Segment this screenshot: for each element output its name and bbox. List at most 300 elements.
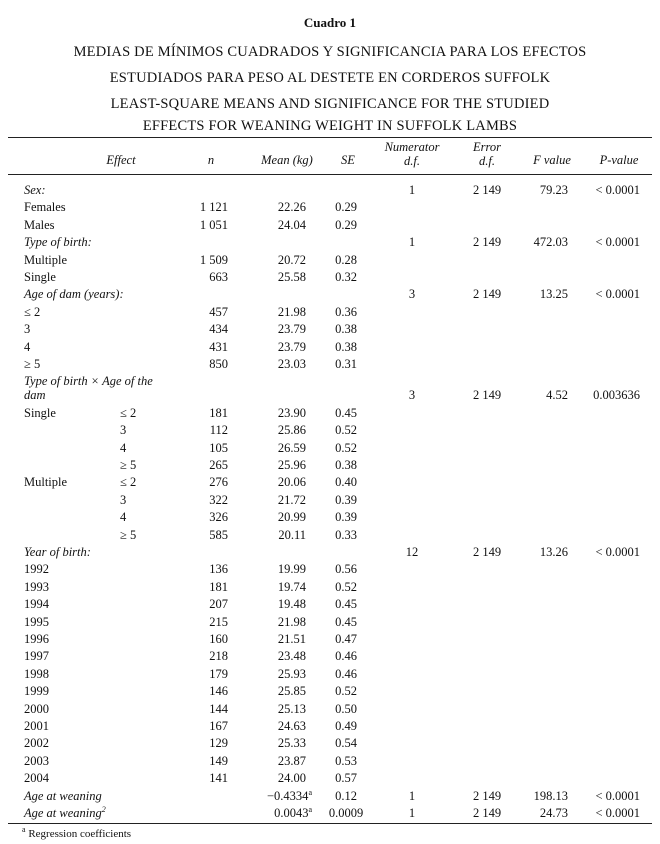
footnote	[22, 825, 132, 840]
col-effect: Effect	[106, 153, 136, 167]
f-value: 13.26	[539, 545, 568, 559]
mean-value	[240, 736, 306, 750]
p-value: < 0.0001	[595, 788, 640, 803]
effect-label-text: Type of birth:	[24, 235, 92, 250]
effect-label	[24, 684, 49, 698]
n-value-text: 144	[209, 701, 228, 716]
se-value	[322, 340, 370, 354]
n-value-text: 105	[209, 440, 228, 455]
se-value-text: 0.47	[335, 632, 357, 646]
se-value	[322, 322, 370, 336]
n-value-text: 265	[209, 458, 228, 472]
mean-value	[240, 702, 306, 716]
effect-label-text: Type of birth × Age of the	[24, 374, 153, 389]
effect-label	[24, 702, 49, 716]
mean-superscript: a	[308, 805, 312, 814]
n-value-text: 179	[209, 666, 228, 681]
table-label: Cuadro 1	[303, 15, 357, 30]
se-value-text: 0.29	[335, 217, 357, 232]
n-value-text: 431	[209, 339, 228, 354]
col-error-df: d.f.	[479, 154, 495, 168]
col-numerator-df: d.f.	[404, 154, 420, 168]
mean-value	[240, 270, 306, 284]
numerator-df: 1	[408, 788, 416, 803]
n-value	[180, 406, 228, 420]
mean-value-text: 21.72	[277, 492, 306, 507]
mean-value	[240, 218, 306, 232]
se-value	[322, 423, 370, 437]
age-subgroup	[120, 406, 136, 420]
n-value	[180, 615, 228, 629]
mean-value	[240, 458, 306, 472]
mean-value	[240, 754, 306, 768]
mean-value-text: 20.06	[277, 475, 306, 490]
effect-label-continued: dam	[24, 388, 46, 403]
mean-value	[240, 580, 306, 594]
n-value-text: 1 051	[199, 217, 228, 232]
mean-value	[240, 684, 306, 698]
se-value-text: 0.33	[335, 527, 357, 542]
effect-label-text: ≤ 2	[24, 304, 41, 319]
mean-value-text: 23.90	[277, 405, 306, 420]
n-value-text: 167	[209, 719, 228, 733]
effect-label-text: 2002	[24, 736, 49, 751]
effect-label	[24, 340, 30, 354]
effect-label-text: Age of dam (years):	[24, 287, 124, 302]
se-value-text: 0.38	[335, 339, 357, 354]
n-value-text: 149	[209, 753, 228, 768]
mean-value	[240, 667, 306, 681]
se-value-text: 0.50	[335, 701, 357, 716]
age-subgroup-text: 3	[120, 423, 127, 438]
mean-value	[240, 528, 306, 542]
heading-line: ESTUDIADOS PARA PESO AL DESTETE EN CORDEROS SUFFOLK	[109, 70, 551, 86]
n-value	[180, 667, 228, 681]
n-value	[180, 200, 228, 214]
mean-value-text: 19.48	[277, 597, 306, 612]
mean-value	[240, 322, 306, 336]
n-value	[180, 719, 228, 733]
se-value	[322, 510, 370, 524]
age-subgroup	[120, 458, 136, 472]
se-value	[322, 458, 370, 472]
heading-line: LEAST-SQUARE MEANS AND SIGNIFICANCE FOR THE STUDIED	[110, 96, 550, 112]
mean-value-text: −0.4334	[267, 788, 309, 803]
numerator-df: 3	[408, 388, 416, 403]
col-n: n	[207, 153, 215, 167]
effect-label	[24, 806, 106, 820]
se-value-text: 0.45	[335, 614, 357, 629]
se-value-text: 0.39	[335, 510, 357, 525]
error-df: 2 149	[472, 788, 502, 803]
se-value	[322, 580, 370, 594]
se-value-text: 0.54	[335, 736, 357, 751]
se-value-text: 0.28	[335, 252, 357, 267]
effect-label	[24, 406, 56, 420]
n-value-text: 160	[209, 632, 228, 646]
n-value-text: 112	[209, 423, 228, 438]
mean-value-text: 23.48	[277, 649, 306, 664]
n-value-text: 457	[209, 304, 228, 319]
effect-label-text: Single	[24, 405, 56, 420]
n-value-text: 215	[209, 614, 228, 629]
effect-label-text: 2003	[24, 753, 49, 768]
se-value	[322, 754, 370, 768]
se-value	[322, 806, 370, 820]
se-value-text: 0.52	[335, 440, 357, 455]
effect-label-text: 1997	[24, 649, 49, 664]
n-value	[180, 305, 228, 319]
se-value-text: 0.49	[335, 719, 357, 733]
mean-value-text: 25.13	[277, 701, 306, 716]
se-value	[322, 305, 370, 319]
error-df: 2 149	[472, 545, 502, 559]
n-value-text: 207	[209, 597, 228, 612]
effect-label-text: 2001	[24, 719, 49, 733]
mean-value-text: 20.99	[277, 510, 306, 525]
numerator-df: 1	[408, 806, 416, 820]
effect-label	[24, 736, 49, 750]
mean-value-text: 20.11	[278, 527, 306, 542]
mean-value-text: 25.85	[277, 684, 306, 699]
age-subgroup	[120, 475, 136, 489]
se-value	[322, 562, 370, 576]
effect-label-text: 1995	[24, 614, 49, 629]
mean-value-text: 24.00	[277, 771, 306, 786]
se-value-text: 0.52	[335, 579, 357, 594]
n-value	[180, 322, 228, 336]
se-value-text: 0.46	[335, 666, 357, 681]
se-value-text: 0.45	[335, 405, 357, 420]
mean-value	[240, 649, 306, 663]
f-value: 24.73	[539, 806, 568, 820]
top-rule	[8, 137, 652, 138]
effect-label	[24, 597, 49, 611]
footnote-text: Regression coefficients	[25, 828, 132, 840]
n-value	[180, 218, 228, 232]
n-value-text: 181	[209, 579, 228, 594]
n-value-text: 1 121	[199, 200, 228, 215]
effect-label-text: Males	[24, 217, 55, 232]
se-value	[322, 270, 370, 284]
effect-label	[24, 305, 40, 319]
effect-label	[24, 270, 56, 284]
f-value: 4.52	[546, 388, 568, 403]
mean-value-text: 24.63	[277, 719, 306, 733]
se-value	[322, 441, 370, 455]
effect-label	[24, 649, 49, 663]
mean-value	[240, 771, 306, 785]
effect-label-text: 1999	[24, 684, 49, 699]
mean-value-text: 25.86	[277, 423, 306, 438]
mean-superscript: a	[308, 787, 312, 797]
se-value	[322, 632, 370, 646]
mean-value	[240, 562, 306, 576]
mean-value-text: 23.79	[277, 339, 306, 354]
error-df: 2 149	[472, 388, 502, 403]
effect-label-text: Year of birth:	[24, 545, 91, 559]
se-value	[322, 702, 370, 716]
mean-value-text: 19.99	[277, 562, 306, 577]
effect-label	[24, 357, 40, 371]
age-subgroup	[120, 528, 136, 542]
numerator-df: 1	[408, 183, 416, 197]
n-value	[180, 736, 228, 750]
mean-value	[240, 340, 306, 354]
se-value	[322, 649, 370, 663]
mean-value	[240, 441, 306, 455]
age-subgroup-text: ≥ 5	[120, 527, 137, 542]
se-value-text: 0.52	[335, 684, 357, 699]
effect-label-text: ≥ 5	[24, 357, 41, 371]
effect-label-text: Age at weaning	[24, 806, 102, 820]
col-numerator: Numerator	[384, 140, 440, 154]
age-subgroup	[120, 441, 126, 455]
n-value-text: 146	[209, 684, 228, 699]
mean-value-text: 24.04	[277, 217, 306, 232]
mean-value	[240, 510, 306, 524]
error-df: 2 149	[472, 235, 502, 250]
n-value	[180, 441, 228, 455]
effect-label	[24, 562, 49, 576]
p-value: < 0.0001	[595, 287, 640, 302]
effect-label	[24, 545, 91, 559]
numerator-df: 1	[408, 235, 416, 250]
n-value	[180, 684, 228, 698]
n-value	[180, 597, 228, 611]
age-subgroup-text: ≥ 5	[120, 458, 137, 472]
se-value-text: 0.56	[335, 562, 357, 577]
effect-label-text: Age at weaning	[24, 788, 102, 803]
n-value-text: 326	[209, 510, 228, 525]
mean-value-text: 19.74	[277, 579, 306, 594]
n-value	[180, 458, 228, 472]
mean-value-text: 25.96	[277, 458, 306, 472]
n-value	[180, 357, 228, 371]
se-value	[322, 493, 370, 507]
effect-label-text: Single	[24, 270, 56, 284]
mean-value-text: 21.98	[277, 304, 306, 319]
se-value-text: 0.29	[335, 200, 357, 215]
n-value-text: 1 509	[199, 252, 228, 267]
mean-value-text: 23.79	[277, 322, 306, 337]
se-value-text: 0.38	[335, 322, 357, 337]
col-error: Error	[472, 140, 501, 154]
n-value-text: 181	[209, 405, 228, 420]
n-value	[180, 632, 228, 646]
numerator-df: 12	[405, 545, 419, 559]
effect-label-text: 1992	[24, 562, 49, 577]
mean-value-text: 26.59	[277, 440, 306, 455]
se-value-text: 0.38	[335, 458, 357, 472]
effect-label	[24, 235, 92, 249]
effect-label	[24, 183, 46, 197]
p-value: < 0.0001	[595, 545, 640, 559]
mean-value	[240, 200, 306, 214]
p-value: < 0.0001	[595, 235, 640, 250]
n-value	[180, 771, 228, 785]
effect-label	[24, 253, 67, 267]
age-subgroup-text: 4	[120, 510, 127, 525]
n-value-text: 129	[209, 736, 228, 751]
n-value-text: 585	[209, 527, 228, 542]
mean-value	[240, 253, 306, 267]
n-value-text: 136	[209, 562, 228, 577]
mean-value-text: 22.26	[277, 200, 306, 215]
n-value-text: 663	[209, 270, 228, 284]
n-value	[180, 562, 228, 576]
mean-value-text: 21.51	[277, 632, 306, 646]
n-value	[180, 510, 228, 524]
n-value	[180, 340, 228, 354]
mean-value-text: 25.58	[277, 270, 306, 284]
mean-value	[240, 493, 306, 507]
se-value	[322, 218, 370, 232]
se-value-text: 0.32	[335, 270, 357, 284]
age-subgroup-text: ≤ 2	[120, 475, 137, 490]
col-f-value: F value	[533, 153, 571, 167]
col-p-value: P-value	[599, 153, 639, 167]
se-value-text: 0.45	[335, 597, 357, 612]
mean-value	[240, 423, 306, 437]
mean-value	[240, 406, 306, 420]
mean-value-text: 25.93	[277, 666, 306, 681]
se-value-text: 0.52	[335, 423, 357, 438]
heading-line: MEDIAS DE MÍNIMOS CUADRADOS Y SIGNIFICANCIA PARA LOS EFECTOS	[73, 44, 587, 60]
effect-label-text: 1996	[24, 632, 49, 646]
effect-label	[24, 374, 153, 388]
f-value: 198.13	[533, 788, 568, 803]
n-value-text: 322	[209, 492, 228, 507]
p-value: < 0.0001	[595, 806, 640, 820]
f-value: 13.25	[539, 287, 568, 302]
n-value	[180, 423, 228, 437]
mean-value	[240, 789, 312, 803]
age-subgroup-text: 4	[120, 440, 127, 455]
se-value	[322, 528, 370, 542]
age-subgroup	[120, 493, 126, 507]
n-value	[180, 649, 228, 663]
effect-label-text: 1998	[24, 666, 49, 681]
age-subgroup-text: ≤ 2	[120, 405, 137, 420]
heading-line: EFFECTS FOR WEANING WEIGHT IN SUFFOLK LAMBS	[142, 118, 518, 134]
effect-label	[24, 580, 49, 594]
effect-label-text: 1994	[24, 597, 49, 612]
se-value-text: 0.57	[335, 771, 357, 786]
mean-value-text: 23.87	[277, 753, 306, 768]
footnote-mark: a	[22, 825, 26, 834]
effect-label	[24, 218, 55, 232]
effect-label	[24, 667, 49, 681]
n-value-text: 850	[209, 357, 228, 371]
effect-label	[24, 754, 49, 768]
error-df: 2 149	[472, 806, 502, 820]
n-value	[180, 253, 228, 267]
se-value	[322, 789, 370, 803]
mean-value	[240, 719, 306, 733]
se-value-text: 0.36	[335, 304, 357, 319]
se-value	[322, 771, 370, 785]
se-value	[322, 253, 370, 267]
age-subgroup	[120, 510, 126, 524]
n-value	[180, 702, 228, 716]
error-df: 2 149	[472, 287, 502, 302]
mean-value-text: 0.0043	[274, 806, 309, 820]
mean-value	[240, 632, 306, 646]
effect-label-text: Multiple	[24, 475, 68, 490]
se-value	[322, 719, 370, 733]
se-value	[322, 357, 370, 371]
f-value: 79.23	[539, 183, 568, 197]
se-value-text: 0.53	[335, 753, 357, 768]
effect-label-text: 2004	[24, 771, 49, 786]
effect-label-text: Multiple	[24, 252, 68, 267]
mean-value	[240, 357, 306, 371]
effect-label	[24, 615, 49, 629]
n-value-text: 276	[209, 475, 228, 490]
p-value: 0.003636	[593, 388, 640, 403]
age-subgroup	[120, 423, 126, 437]
mean-value	[240, 806, 312, 820]
effect-label-text: 3	[24, 322, 31, 337]
se-value	[322, 684, 370, 698]
effect-label-text: Females	[24, 200, 66, 215]
effect-label-text: 2000	[24, 701, 49, 716]
effect-label	[24, 200, 66, 214]
se-value	[322, 736, 370, 750]
effect-superscript: 2	[101, 805, 106, 814]
effect-label	[24, 632, 49, 646]
n-value-text: 141	[209, 771, 228, 786]
error-df: 2 149	[472, 183, 502, 197]
se-value	[322, 406, 370, 420]
effect-label	[24, 287, 124, 301]
n-value	[180, 270, 228, 284]
mean-value	[240, 475, 306, 489]
se-value-text: 0.46	[335, 649, 357, 664]
effect-label	[24, 771, 49, 785]
se-value-text: 0.31	[335, 357, 357, 371]
mean-value	[240, 615, 306, 629]
se-value	[322, 615, 370, 629]
n-value	[180, 493, 228, 507]
n-value-text: 434	[209, 322, 228, 337]
effect-label-text: 1993	[24, 579, 49, 594]
se-value-text: 0.0009	[328, 806, 364, 820]
bottom-rule	[8, 823, 652, 824]
col-se: SE	[341, 153, 355, 167]
p-value: < 0.0001	[595, 183, 640, 197]
effect-label	[24, 719, 49, 733]
header-rule	[8, 174, 652, 175]
age-subgroup-text: 3	[120, 492, 127, 507]
n-value	[180, 580, 228, 594]
col-mean: Mean (kg)	[261, 153, 313, 167]
n-value	[180, 475, 228, 489]
se-value-text: 0.12	[335, 788, 357, 803]
n-value	[180, 754, 228, 768]
se-value-text: 0.40	[335, 475, 357, 490]
mean-value-text: 20.72	[277, 252, 306, 267]
effect-label-text: 4	[24, 339, 31, 354]
mean-value	[240, 305, 306, 319]
n-value	[180, 528, 228, 542]
se-value-text: 0.39	[335, 492, 357, 507]
effect-label	[24, 789, 102, 803]
f-value: 472.03	[533, 235, 568, 250]
se-value	[322, 667, 370, 681]
mean-value-text: 23.03	[277, 357, 306, 371]
